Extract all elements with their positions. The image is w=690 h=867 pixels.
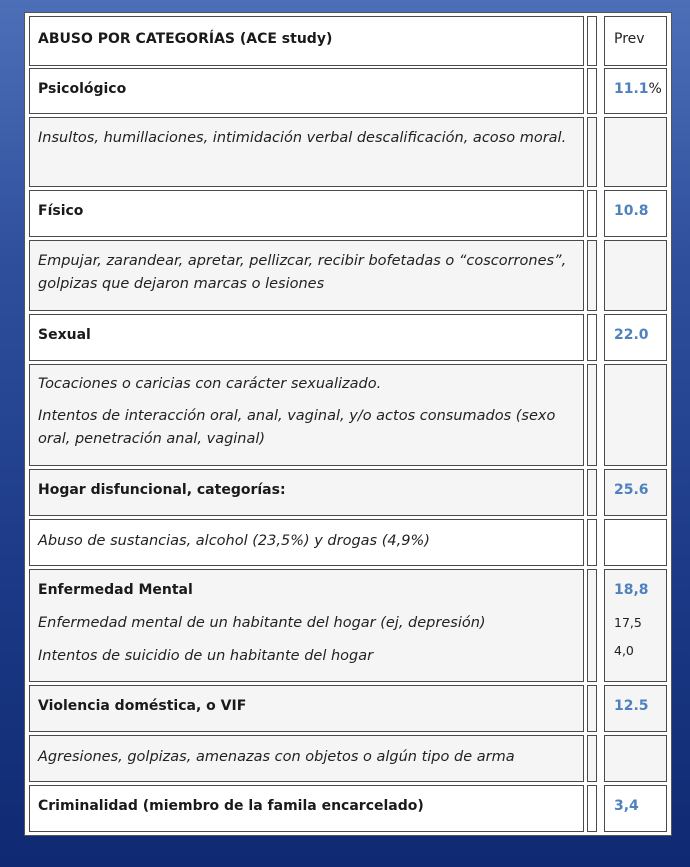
table-header-row	[29, 16, 667, 66]
prev-cell	[604, 785, 667, 832]
category-title: Físico	[38, 203, 84, 219]
spacer-cell	[587, 16, 597, 66]
category-cell	[29, 469, 584, 516]
prev-value: 3,4	[614, 798, 639, 814]
row-fisico-desc	[29, 240, 667, 311]
prev-value: 22.0	[614, 327, 649, 343]
abuse-category-table	[24, 12, 672, 836]
category-cell	[29, 569, 584, 682]
prev-value: 12.5	[614, 698, 649, 714]
description-cell	[29, 735, 584, 782]
subcategory-label: Enfermedad mental de un habitante del hogar (ej, depresión)	[38, 615, 486, 631]
spacer-cell	[587, 240, 597, 311]
category-cell	[29, 68, 584, 114]
category-cell	[29, 190, 584, 237]
category-description: Intentos de interacción oral, anal, vaginal, y/o actos consumados (sexo oral, penetración anal, vaginal)	[38, 408, 556, 447]
prev-value	[614, 81, 662, 97]
value-unit: %	[648, 81, 662, 97]
prev-cell	[604, 190, 667, 237]
prev-cell	[604, 569, 667, 682]
category-description: Agresiones, golpizas, amenazas con objetos o algún tipo de arma	[38, 749, 515, 765]
category-title: Sexual	[38, 327, 91, 343]
spacer-cell	[587, 117, 597, 187]
table-title: ABUSO POR CATEGORÍAS (ACE study)	[38, 31, 333, 47]
description-cell	[29, 117, 584, 187]
spacer-cell	[587, 469, 597, 516]
row-sexual-desc	[29, 364, 667, 466]
row-sexual	[29, 314, 667, 361]
row-hogar	[29, 469, 667, 516]
prev-value: 18,8	[614, 582, 649, 598]
row-vif-desc	[29, 735, 667, 782]
row-criminalidad	[29, 785, 667, 832]
row-psicologico	[29, 68, 667, 114]
prev-cell	[604, 314, 667, 361]
subcategory-value: 17,5	[614, 615, 642, 630]
prev-cell	[604, 519, 667, 566]
category-description: Abuso de sustancias, alcohol (23,5%) y drogas (4,9%)	[38, 533, 430, 549]
row-vif	[29, 685, 667, 732]
row-hogar-desc	[29, 519, 667, 566]
description-cell	[29, 519, 584, 566]
category-title: Violencia doméstica, o VIF	[38, 698, 247, 714]
category-description: Empujar, zarandear, apretar, pellizcar, recibir bofetadas o “coscorrones”, golpizas que dejaron marcas o lesiones	[38, 253, 567, 292]
prev-value: 25.6	[614, 482, 649, 498]
category-cell	[29, 314, 584, 361]
spacer-cell	[587, 569, 597, 682]
category-description: Tocaciones o caricias con carácter sexualizado.	[38, 376, 382, 392]
prev-cell	[604, 364, 667, 466]
description-cell	[29, 364, 584, 466]
row-fisico	[29, 190, 667, 237]
description-cell	[29, 240, 584, 311]
spacer-cell	[587, 685, 597, 732]
spacer-cell	[587, 68, 597, 114]
category-title: Enfermedad Mental	[38, 582, 193, 598]
prev-cell	[604, 469, 667, 516]
spacer-cell	[587, 314, 597, 361]
value-number: 11.1	[614, 81, 649, 97]
header-category-cell	[29, 16, 584, 66]
row-psicologico-desc	[29, 117, 667, 187]
prev-cell	[604, 117, 667, 187]
spacer-cell	[587, 519, 597, 566]
spacer-cell	[587, 785, 597, 832]
prev-cell	[604, 685, 667, 732]
category-cell	[29, 685, 584, 732]
category-title: Psicológico	[38, 81, 127, 97]
subcategory-label: Intentos de suicidio de un habitante del hogar	[38, 648, 374, 664]
prev-cell	[604, 68, 667, 114]
category-description: Insultos, humillaciones, intimidación verbal descalificación, acoso moral.	[38, 130, 567, 146]
prev-cell	[604, 735, 667, 782]
prev-column-header: Prev	[614, 31, 645, 47]
category-title: Criminalidad (miembro de la famila encarcelado)	[38, 798, 424, 814]
category-title: Hogar disfuncional, categorías:	[38, 482, 286, 498]
spacer-cell	[587, 364, 597, 466]
subcategory-value: 4,0	[614, 643, 634, 658]
spacer-cell	[587, 190, 597, 237]
spacer-cell	[587, 735, 597, 782]
category-cell	[29, 785, 584, 832]
row-enfermedad-mental	[29, 569, 667, 682]
prev-value: 10.8	[614, 203, 649, 219]
prev-cell	[604, 240, 667, 311]
header-prev-cell	[604, 16, 667, 66]
